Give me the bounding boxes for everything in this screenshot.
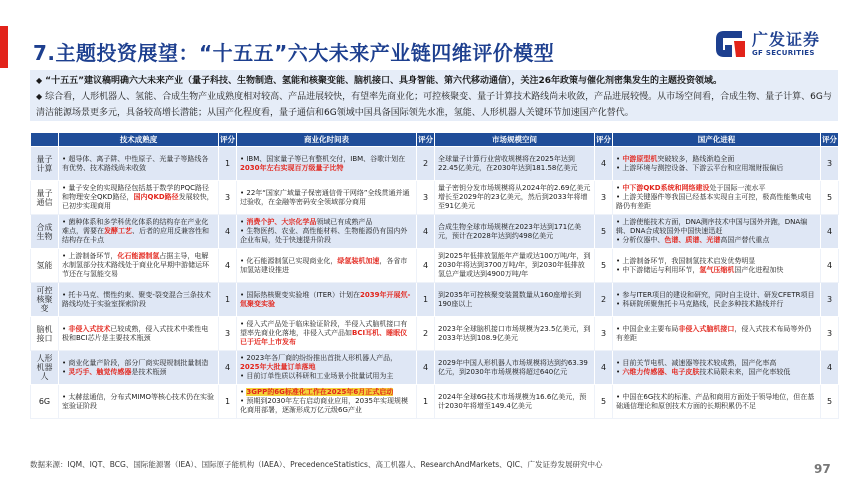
market-cell: 全球量子计算行业营收规模将在2025年达到22.45亿美元，在2030年达到181.58亿美元 [435,147,595,181]
header-market: 市场规模空间 [435,133,595,147]
table-row [31,317,839,351]
triangle-bullet-icon: ◆ [36,76,43,85]
market-cell: 量子密钥分发市场规模将从2024年的2.69亿美元增长至2029年的23亿美元，然后到2033年将增至91亿美元 [435,181,595,215]
score-cell: 1 [417,283,435,317]
market-cell: 合成生物全球市场规模在2023年达到171亿美元，预计在2028年达到约498亿美元 [435,215,595,249]
score-cell: 4 [821,249,839,283]
accent-bar [0,26,8,68]
score-cell: 2 [417,317,435,351]
market-cell: 到2035年可控核聚变装置数量从160座增长到190座以上 [435,283,595,317]
score-cell: 5 [821,181,839,215]
summary-line-1: ◆ “十五五”建议稿明确六大未来产业（量子科技、生物制造、氢能和核聚变能、脑机接口、具身智能、第六代移动通信），关注26年政策与催化剂密集发生的主题投资领域。 [36,76,723,86]
industry-name: 人形机器人 [31,351,59,385]
commercial-cell: • 国际热核聚变实验堆（ITER）计划在2039年开展氘-氚聚变实验 [237,283,417,317]
score-cell: 4 [417,249,435,283]
header-score: 评分 [595,133,613,147]
logo-text-en: GF SECURITIES [752,49,815,57]
table-row [31,351,839,385]
evaluation-table [30,132,839,419]
score-cell: 4 [417,215,435,249]
score-cell: 3 [821,283,839,317]
industry-name: 合成生物 [31,215,59,249]
source-note: 数据来源：IQM、IQT、BCG、国际能源署（IEA）、国际原子能机构（IAEA）、PrecedenceStatistics、高工机器人、ResearchAndMarkets、QIC、广发证券发展研究中心 [30,460,603,469]
tech-cell: • 量子安全的实现路径包括基于数学的PQC路径和物理安全QKD路径，国内QKD路径发展较快，已初步实现商用 [59,181,219,215]
gf-logo-icon [712,27,748,61]
table-row [31,283,839,317]
score-cell: 5 [595,215,613,249]
page-number: 97 [814,462,831,476]
score-cell: 3 [821,147,839,181]
header-score: 评分 [821,133,839,147]
domestic-cell: • 参与ITER项目的建设和研究，同时自主设计、研发CFETR项目 • 科研院所聚焦托卡马克路线，民企多种技术路线并行 [613,283,821,317]
gf-securities-logo [712,25,842,65]
summary-line-2: ◆ 综合看，人形机器人、氢能、合成生物产业成熟度相对较高、产品进展较快，有望率先商业化；可控核聚变、量子计算技术路线尚未收敛，产品进展较慢。从市场空间看，合成生物、量子计算、6G与清洁能源场景更多元，具备较高增长潜能；从国产化程度看，量子通信和6G领域中国具备国际领先水准，氢能、人形机器人关键环节加速国产化替代。 [36,92,832,118]
industry-name: 脑机接口 [31,317,59,351]
market-cell: 2029年中国人形机器人市场规模将达到约63.39亿元，到2030年市场规模将超过640亿元 [435,351,595,385]
domestic-cell: • 中国企业主要布局非侵入式脑机接口，侵入式技术布局等外仍有差距 [613,317,821,351]
score-cell: 4 [821,215,839,249]
score-cell: 3 [417,181,435,215]
commercial-cell: • 侵入式产品处于临床验证阶段，半侵入式脑机接口有望率先商业化落地，非侵入式产品如BCI耳机、睡眠仪已于近年上市发布 [237,317,417,351]
score-cell: 3 [219,317,237,351]
score-cell: 4 [219,351,237,385]
industry-name: 量子计算 [31,147,59,181]
logo-text-cn: 广发证券 [752,30,821,49]
score-cell: 2 [417,147,435,181]
score-cell: 1 [219,147,237,181]
market-cell: 2024年全球6G技术市场规模为16.6亿美元，预计2030年将增至149.4亿美元 [435,385,595,419]
commercial-cell: • 消费个护、大宗化学品领域已有成熟产品 • 生物医药、农业、高性能材料、生物能源仍有国内外企业布局，处于快速提升阶段 [237,215,417,249]
score-cell: 3 [595,181,613,215]
triangle-bullet-icon: ◆ [36,92,43,101]
score-cell: 3 [219,181,237,215]
score-cell: 5 [595,249,613,283]
header-domestic: 国产化进程 [613,133,821,147]
market-cell: 2023年全球脑机接口市场规模为23.5亿美元，到2033年达到108.9亿美元 [435,317,595,351]
score-cell: 4 [595,351,613,385]
score-cell: 2 [595,283,613,317]
commercial-cell: • 3GPP的6G标准化工作在2025年6月正式启动 • 预期到2030年左右启动商业应用，2035年实现规模化商用部署，逐渐形成万亿元级6G产业 [237,385,417,419]
industry-name: 6G [31,385,59,419]
commercial-cell: • 2023年各厂商的纷纷推出首批人形机器人产品，2025年大批量订单落地 • 目前订单性质以科研和工业场景小批量试用为主 [237,351,417,385]
tech-cell: • 太赫兹通信，分布式MIMO等核心技术仍在实验室验证阶段 [59,385,219,419]
score-cell: 4 [219,215,237,249]
commercial-cell: • 22年“国家广域量子保密通信骨干网络”全线贯通并通过验收，在金融等密码安全领域部分商用 [237,181,417,215]
tech-cell: • 商业化量产阶段，部分厂商实现规制批量制造 • 灵巧手、触觉传感器是技术瓶颈 [59,351,219,385]
market-cell: 到2025年低排放氢能年产量或达100万吨/年，到2030年将达到3700万吨/年，到2030年低排放氢总产量或达到4900万吨/年 [435,249,595,283]
score-cell: 5 [595,385,613,419]
table-row [31,249,839,283]
commercial-cell: • 化石能源制氢已实现商业化，绿氢装机加速，各省市加氢站建设推进 [237,249,417,283]
header-tech: 技术成熟度 [59,133,219,147]
tech-cell: • 超导体、离子阱、中性原子、光量子等路线各有优势、技术路线尚未收敛 [59,147,219,181]
score-cell: 3 [595,317,613,351]
header-score: 评分 [219,133,237,147]
header-commercial: 商业化时间表 [237,133,417,147]
score-cell: 3 [821,317,839,351]
tech-cell: • 菌种体系和多学科优化体系的结构存在产业化难点，需要在发酵工艺、后者的应用反兼容性和结构存在卡点 [59,215,219,249]
table-row [31,385,839,419]
score-cell: 1 [417,385,435,419]
score-cell: 1 [219,283,237,317]
header-score: 评分 [417,133,435,147]
page-title: 7.主题投资展望：“十五五”六大未来产业链四维评价模型 [33,41,555,65]
table-header-row [31,133,839,147]
domestic-cell: • 中游原型机突破较多，路线渐趋全面 • 上游环境与测控设备、下游云平台和应用端财报偏后 [613,147,821,181]
header-blank [31,133,59,147]
score-cell: 1 [219,385,237,419]
domestic-cell: • 目前关节电机、减速器等技术较成熟，国产化率高 • 六维力传感器、电子皮肤技术局限未来，国产化率较低 [613,351,821,385]
score-cell: 4 [219,249,237,283]
table-row [31,181,839,215]
table-row [31,215,839,249]
commercial-cell: • IBM、国家量子等已有整机交付，IBM、谷歌计划在2030年左右实现百万级量子比特 [237,147,417,181]
tech-cell: • 上游制备环节，化石能源制氢占据主导，电解水制氢部分技术路线处于商业化早期中游储运环节还在与氢能交易 [59,249,219,283]
score-cell: 4 [417,351,435,385]
domestic-cell: • 中国在6G技术的标准、产品和商用方面处于领导地位，但在基础通信理论和原创技术方面的长期积累仍不足 [613,385,821,419]
summary-box [30,70,838,121]
domestic-cell: • 上游制备环节，我国制氢技术启发优势明显 • 中下游储运与利用环节，氢气压缩机国产化进程加快 [613,249,821,283]
tech-cell: • 托卡马克、惯性约束、聚变-裂变混合三条技术路线均处于实验室探索阶段 [59,283,219,317]
score-cell: 4 [595,147,613,181]
table-row [31,147,839,181]
domestic-cell: • 上游使能技术方面，DNA测序技术中国与国外并跑，DNA编辑、DNA合成较国外中国快速迅赶 • 分析仪器中、色谱、质谱、光谱高国产替代重点 [613,215,821,249]
tech-cell: • 非侵入式技术已较成熟，侵入式技术中柔性电极和BCI芯片是主要技术瓶颈 [59,317,219,351]
score-cell: 4 [821,351,839,385]
industry-name: 可控核聚变 [31,283,59,317]
industry-name: 量子通信 [31,181,59,215]
domestic-cell: • 中下游QKD系统和网络建设处于国际一流水平 • 上游关键器件等我国已经基本实现自主可控，极高性能集成电路仍有差距 [613,181,821,215]
score-cell: 5 [821,385,839,419]
industry-name: 氢能 [31,249,59,283]
